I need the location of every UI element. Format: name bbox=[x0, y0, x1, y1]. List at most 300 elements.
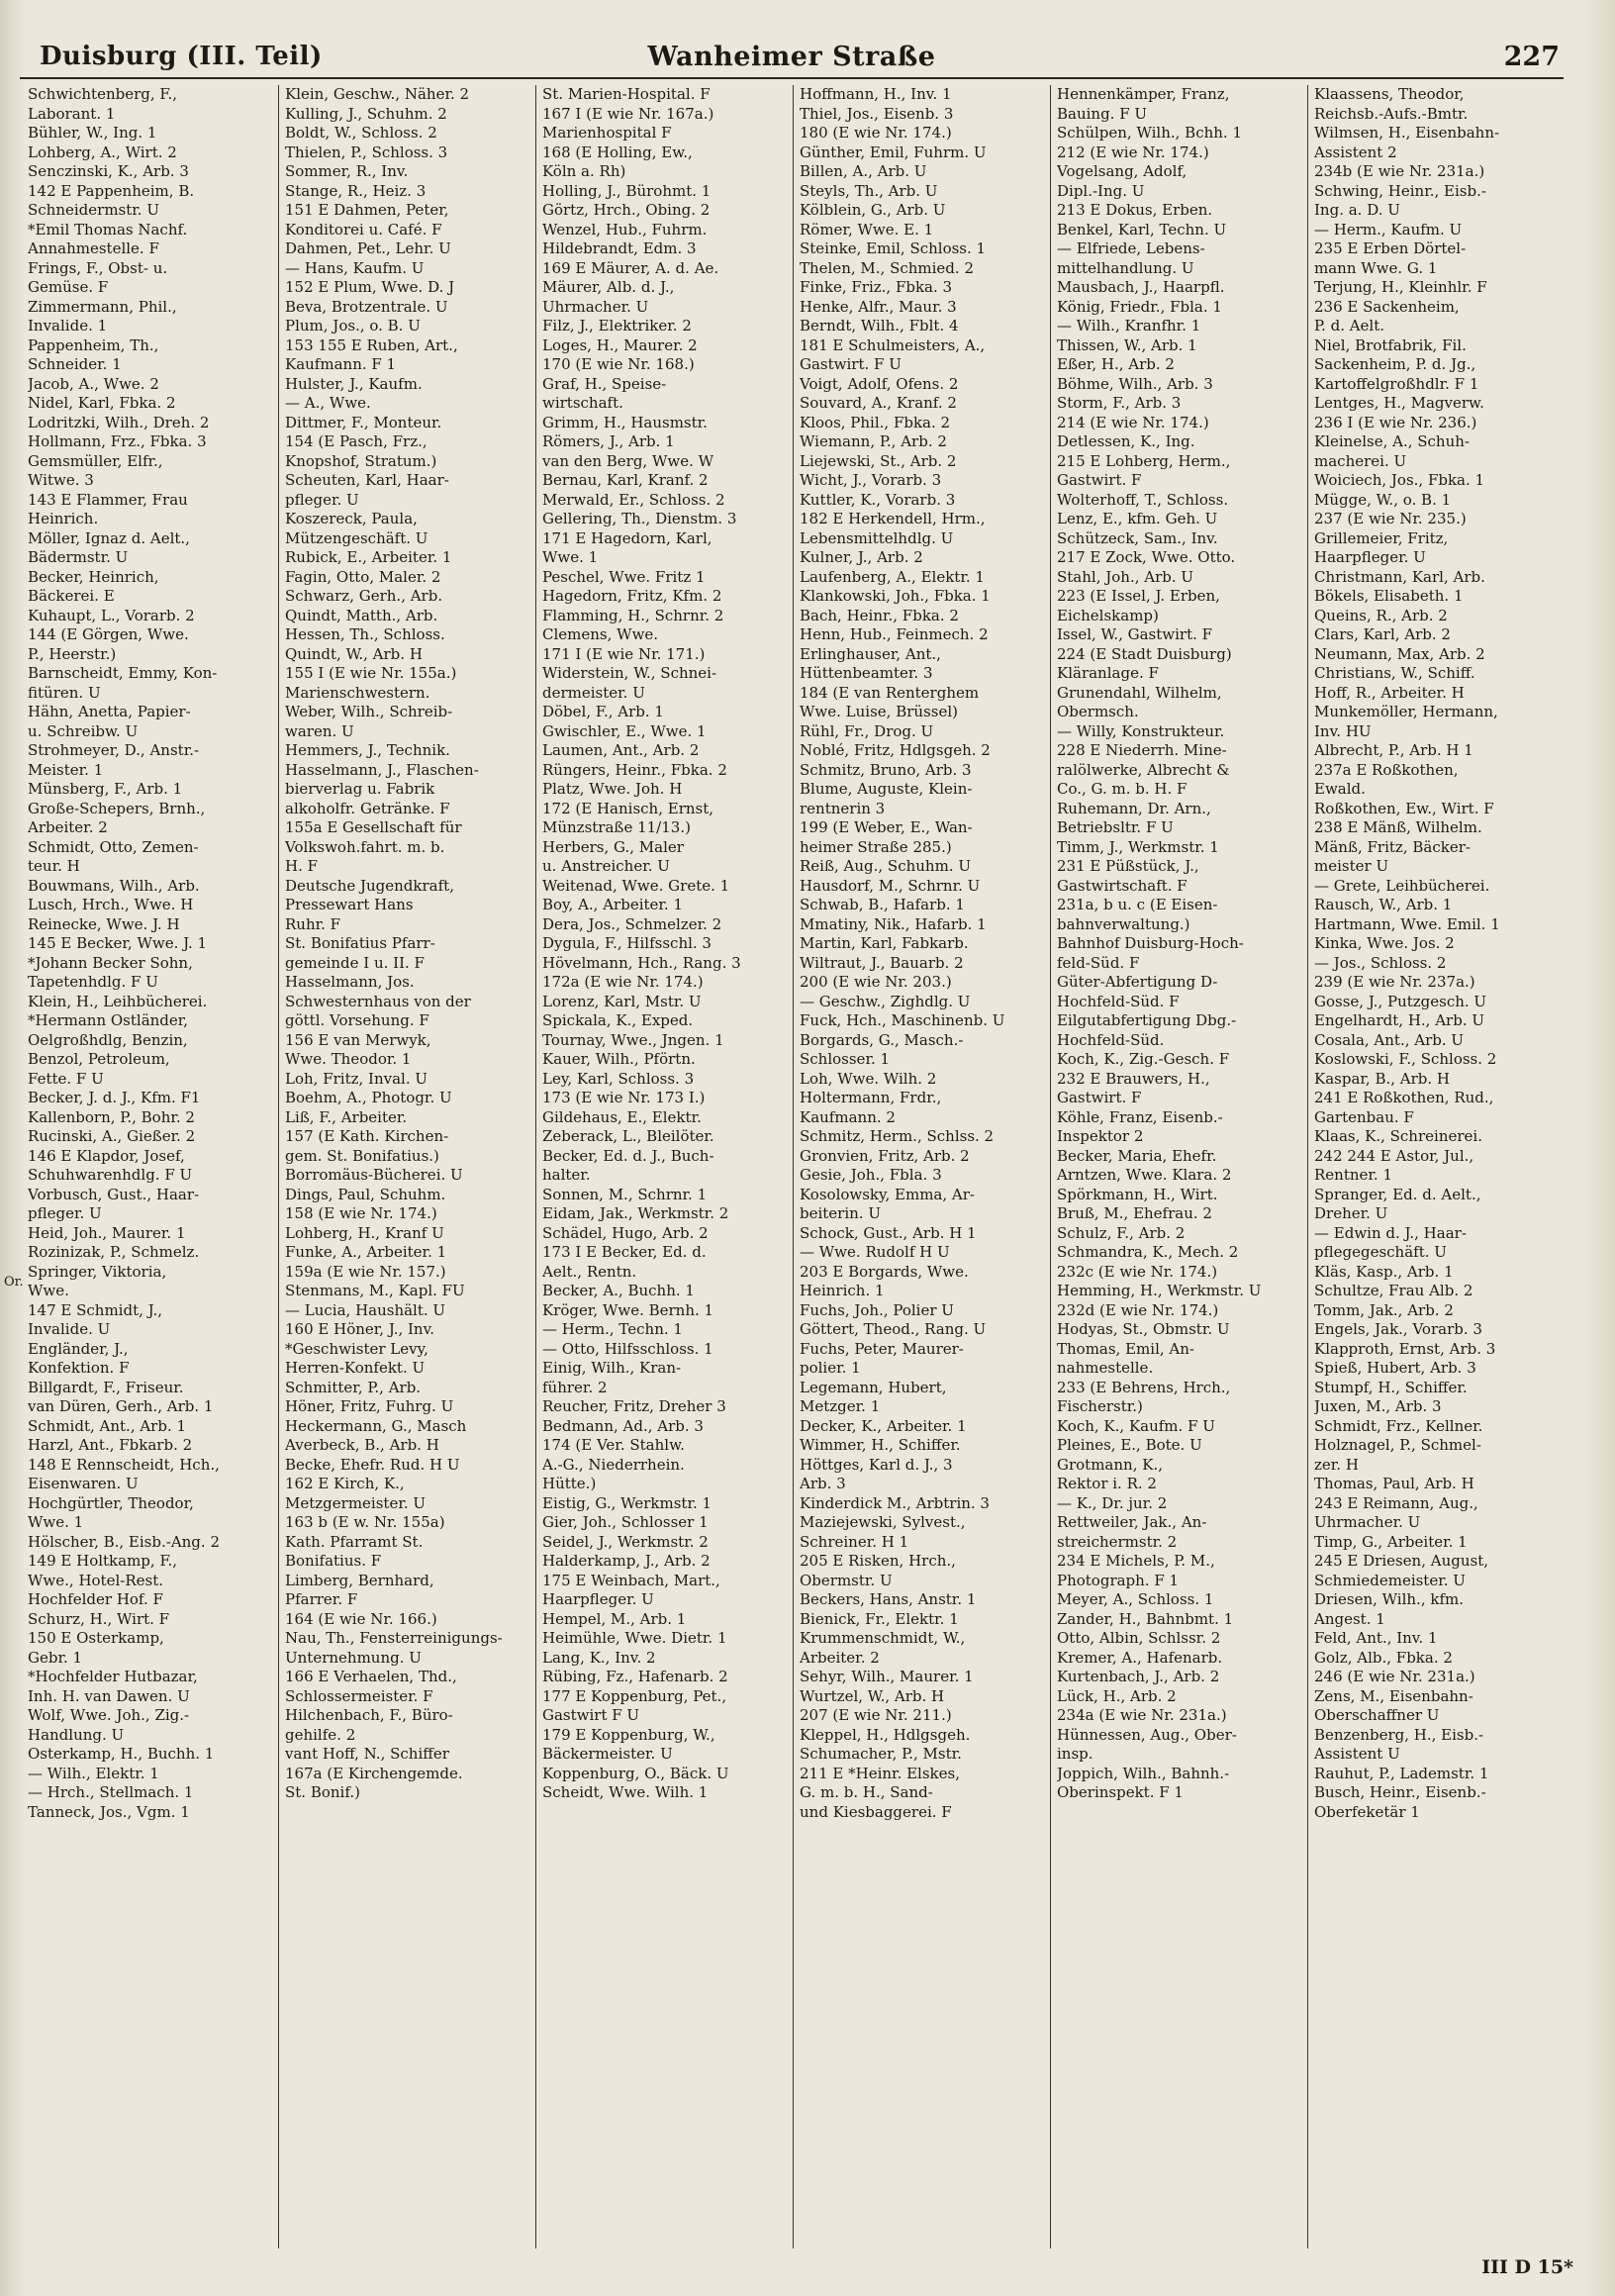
directory-entry: Becker, Maria, Ehefr. bbox=[1057, 1146, 1217, 1165]
directory-entry: Kloos, Phil., Fbka. 2 bbox=[800, 413, 951, 431]
directory-entry: Sackenheim, P. d. Jg., bbox=[1314, 355, 1476, 373]
directory-entry: Bökels, Elisabeth. 1 bbox=[1314, 587, 1464, 605]
directory-entry: Hochfeld-Süd. F bbox=[1057, 992, 1180, 1010]
directory-entry: Haarpfleger. U bbox=[542, 1590, 654, 1608]
directory-entry: Boldt, W., Schloss. 2 bbox=[285, 124, 437, 142]
directory-entry: van den Berg, Wwe. W bbox=[542, 451, 714, 470]
directory-entry: Reiß, Aug., Schuhm. U bbox=[800, 857, 971, 875]
directory-entry: Dittmer, F., Monteur. bbox=[285, 413, 442, 431]
directory-entry: Münsberg, F., Arb. 1 bbox=[28, 780, 183, 798]
directory-entry: Gastwirt. F bbox=[1057, 471, 1142, 489]
directory-entry: Koch, K., Zig.-Gesch. F bbox=[1057, 1050, 1230, 1068]
directory-entry: 163 b (E w. Nr. 155a) bbox=[285, 1513, 445, 1531]
directory-entry: Quindt, W., Arb. H bbox=[285, 644, 423, 663]
directory-entry: Benzenberg, H., Eisb.- bbox=[1314, 1725, 1484, 1744]
directory-entry: Widerstein, W., Schnei- bbox=[542, 664, 717, 682]
directory-entry: Gastwirt. F U bbox=[800, 355, 902, 373]
directory-entry: Bach, Heinr., Fbka. 2 bbox=[800, 606, 959, 624]
directory-entry: Platz, Wwe. Joh. H bbox=[542, 780, 683, 798]
directory-entry: Clemens, Wwe. bbox=[542, 625, 659, 643]
directory-entry: Eistig, G., Werkmstr. 1 bbox=[542, 1493, 712, 1512]
directory-entry: 169 E Mäurer, A. d. Ae. bbox=[542, 258, 719, 277]
directory-entry: mann Wwe. G. 1 bbox=[1314, 258, 1438, 277]
directory-entry: 245 E Driesen, August, bbox=[1314, 1552, 1489, 1570]
directory-entry: Wicht, J., Vorarb. 3 bbox=[800, 471, 942, 489]
directory-entry: Becker, Ed. d. J., Buch- bbox=[542, 1146, 714, 1165]
directory-entry: Becker, Heinrich, bbox=[28, 567, 159, 586]
directory-entry: Tomm, Jak., Arb. 2 bbox=[1314, 1300, 1454, 1319]
directory-entry: 205 E Risken, Hrch., bbox=[800, 1552, 956, 1570]
directory-entry: Kläranlage. F bbox=[1057, 664, 1159, 682]
directory-entry: Oberschaffner U bbox=[1314, 1706, 1440, 1724]
directory-entry: Schmandra, K., Mech. 2 bbox=[1057, 1243, 1239, 1261]
directory-entry: insp. bbox=[1057, 1745, 1093, 1763]
directory-entry: Driesen, Wilh., kfm. bbox=[1314, 1590, 1464, 1608]
directory-entry: 144 (E Görgen, Wwe. bbox=[28, 625, 189, 643]
directory-entry: Lück, H., Arb. 2 bbox=[1057, 1686, 1177, 1705]
directory-entry: 234a (E wie Nr. 231a.) bbox=[1057, 1706, 1227, 1724]
directory-entry: Dahmen, Pet., Lehr. U bbox=[285, 239, 451, 257]
directory-entry: Kaufmann. F 1 bbox=[285, 355, 397, 373]
directory-entry: Thelen, M., Schmied. 2 bbox=[800, 258, 974, 277]
directory-entry: Albrecht, P., Arb. H 1 bbox=[1314, 741, 1473, 759]
directory-entry: Loh, Fritz, Inval. U bbox=[285, 1069, 428, 1088]
directory-entry: Nau, Th., Fensterreinigungs- bbox=[285, 1629, 503, 1647]
directory-entry: Marienschwestern. bbox=[285, 683, 430, 702]
directory-entry: Marienhospital F bbox=[542, 124, 672, 142]
directory-entry: 159a (E wie Nr. 157.) bbox=[285, 1262, 446, 1281]
directory-entry: Strohmeyer, D., Anstr.- bbox=[28, 741, 200, 759]
directory-entry: Reucher, Fritz, Dreher 3 bbox=[542, 1397, 726, 1415]
directory-entry: Kosolowsky, Emma, Ar- bbox=[800, 1185, 975, 1203]
directory-entry: Konditorei u. Café. F bbox=[285, 220, 442, 239]
directory-entry: teur. H bbox=[28, 857, 80, 875]
directory-entry: Fuck, Hch., Maschinenb. U bbox=[800, 1011, 1005, 1029]
directory-entry: Gemsmüller, Elfr., bbox=[28, 451, 163, 470]
directory-entry: Meister. 1 bbox=[28, 760, 104, 779]
directory-entry: 172a (E wie Nr. 174.) bbox=[542, 973, 704, 991]
directory-entry: Römer, Wwe. E. 1 bbox=[800, 220, 934, 239]
directory-entry: Kremer, A., Hafenarb. bbox=[1057, 1648, 1223, 1667]
directory-entry: Grillemeier, Fritz, bbox=[1314, 528, 1449, 547]
directory-entry: Bäckermeister. U bbox=[542, 1745, 673, 1763]
directory-entry: Kath. Pfarramt St. bbox=[285, 1532, 424, 1551]
directory-entry: Beckers, Hans, Anstr. 1 bbox=[800, 1590, 977, 1608]
directory-entry: Liejewski, St., Arb. 2 bbox=[800, 451, 957, 470]
directory-entry: Eichelskamp) bbox=[1057, 606, 1159, 624]
directory-entry: Köhle, Franz, Eisenb.- bbox=[1057, 1107, 1223, 1126]
directory-entry: — Wwe. Rudolf H U bbox=[800, 1243, 950, 1261]
directory-entry: Steinke, Emil, Schloss. 1 bbox=[800, 239, 987, 257]
directory-entry: Plum, Jos., o. B. U bbox=[285, 317, 421, 335]
directory-entry: feld-Süd. F bbox=[1057, 953, 1140, 972]
directory-entry: 243 E Reimann, Aug., bbox=[1314, 1493, 1478, 1512]
directory-entry: Hulster, J., Kaufm. bbox=[285, 374, 423, 393]
directory-entry: Thomas, Emil, An- bbox=[1057, 1339, 1194, 1358]
directory-entry: 179 E Koppenburg, W., bbox=[542, 1725, 715, 1744]
directory-entry: Filz, J., Elektriker. 2 bbox=[542, 317, 692, 335]
directory-entry: 172 (E Hanisch, Ernst, bbox=[542, 799, 714, 817]
directory-entry: Ruhr. F bbox=[285, 914, 341, 933]
directory-entry: Klein, Geschw., Näher. 2 bbox=[285, 85, 470, 103]
directory-entry: Annahmestelle. F bbox=[28, 239, 159, 257]
directory-entry: fitüren. U bbox=[28, 683, 101, 702]
directory-entry: 147 E Schmidt, J., bbox=[28, 1300, 163, 1319]
directory-entry: Laufenberg, A., Elektr. 1 bbox=[800, 567, 985, 586]
directory-entry: Billgardt, F., Friseur. bbox=[28, 1378, 184, 1396]
directory-entry: Kinka, Wwe. Jos. 2 bbox=[1314, 934, 1455, 952]
directory-entry: 237 (E wie Nr. 235.) bbox=[1314, 510, 1467, 527]
directory-entry: Hessen, Th., Schloss. bbox=[285, 625, 445, 643]
directory-entry: Schuhwarenhdlg. F U bbox=[28, 1166, 193, 1184]
directory-entry: Hähn, Anetta, Papier- bbox=[28, 703, 191, 720]
directory-entry: Wwe. Theodor. 1 bbox=[285, 1050, 412, 1068]
directory-entry: Schultze, Frau Alb. 2 bbox=[1314, 1282, 1473, 1299]
directory-entry: Senczinski, K., Arb. 3 bbox=[28, 162, 189, 180]
directory-entry: Spieß, Hubert, Arb. 3 bbox=[1314, 1359, 1476, 1377]
directory-entry: Volkswoh.fahrt. m. b. bbox=[285, 837, 445, 856]
directory-entry: Graf, H., Speise- bbox=[542, 374, 667, 393]
directory-entry: Kinderdick M., Arbtrin. 3 bbox=[800, 1493, 990, 1512]
directory-entry: macherei. U bbox=[1314, 451, 1407, 470]
directory-entry: Kulner, J., Arb. 2 bbox=[800, 548, 923, 566]
directory-entry: *Hochfelder Hutbazar, bbox=[28, 1668, 198, 1685]
directory-entry: alkoholfr. Getränke. F bbox=[285, 799, 450, 817]
directory-entry: führer. 2 bbox=[542, 1378, 608, 1396]
directory-entry: 236 E Sackenheim, bbox=[1314, 297, 1460, 316]
directory-entry: 155a E Gesellschaft für bbox=[285, 818, 462, 836]
directory-entry: Joppich, Wilh., Bahnh.- bbox=[1057, 1764, 1230, 1782]
directory-entry: Höner, Fritz, Fuhrg. U bbox=[285, 1397, 454, 1415]
directory-entry: Finke, Friz., Fbka. 3 bbox=[800, 278, 953, 296]
directory-entry: Wwe. 1 bbox=[28, 1513, 84, 1531]
directory-entry: Hartmann, Wwe. Emil. 1 bbox=[1314, 914, 1500, 933]
directory-entry: Spranger, Ed. d. Aelt., bbox=[1314, 1185, 1481, 1203]
directory-entry: waren. U bbox=[285, 721, 354, 740]
directory-entry: vant Hoff, N., Schiffer bbox=[285, 1745, 449, 1763]
directory-entry: Eisenwaren. U bbox=[28, 1475, 139, 1492]
directory-entry: Schmitz, Herm., Schlss. 2 bbox=[800, 1127, 995, 1145]
directory-entry: 223 (E Issel, J. Erben, bbox=[1057, 587, 1220, 605]
page-number: 227 bbox=[1503, 42, 1560, 72]
directory-entry: Holznagel, P., Schmel- bbox=[1314, 1436, 1481, 1454]
directory-entry: Arntzen, Wwe. Klara. 2 bbox=[1057, 1166, 1232, 1184]
directory-entry: Nidel, Karl, Fbka. 2 bbox=[28, 394, 176, 412]
directory-entry: dermeister. U bbox=[542, 683, 645, 702]
directory-entry: St. Marien-Hospital. F bbox=[542, 85, 711, 103]
directory-entry: Stahl, Joh., Arb. U bbox=[1057, 567, 1194, 586]
directory-entry: Wiltraut, J., Bauarb. 2 bbox=[800, 953, 964, 972]
directory-entry: Schneider. 1 bbox=[28, 355, 122, 373]
directory-entry: Christians, W., Schiff. bbox=[1314, 664, 1475, 682]
directory-entry: Hennenkämper, Franz, bbox=[1057, 85, 1230, 103]
directory-entry: Weitenad, Wwe. Grete. 1 bbox=[542, 876, 730, 895]
directory-entry: pflegegeschäft. U bbox=[1314, 1243, 1447, 1261]
directory-entry: Martin, Karl, Fabkarb. bbox=[800, 934, 969, 952]
directory-entry: Schock, Gust., Arb. H 1 bbox=[800, 1223, 977, 1242]
directory-entry: Eilgutabfertigung Dbg.- bbox=[1057, 1011, 1237, 1029]
directory-entry: — Hans, Kaufm. U bbox=[285, 258, 425, 277]
directory-entry: Hausdorf, M., Schrnr. U bbox=[800, 876, 981, 895]
directory-entry: Pressewart Hans bbox=[285, 896, 414, 913]
directory-entry: Thissen, W., Arb. 1 bbox=[1057, 335, 1197, 354]
directory-entry: Loges, H., Maurer. 2 bbox=[542, 335, 698, 354]
directory-entry: nahmestelle. bbox=[1057, 1359, 1154, 1377]
directory-entry: Holtermann, Frdr., bbox=[800, 1089, 942, 1106]
directory-entry: 234 E Michels, P. M., bbox=[1057, 1552, 1215, 1570]
directory-entry: Schwesternhaus von der bbox=[285, 992, 471, 1010]
directory-entry: Queins, R., Arb. 2 bbox=[1314, 606, 1448, 624]
directory-entry: Springer, Viktoria, bbox=[28, 1262, 167, 1281]
directory-entry: 228 E Niederrh. Mine- bbox=[1057, 741, 1227, 759]
directory-entry: 171 E Hagedorn, Karl, bbox=[542, 528, 712, 547]
directory-entry: Ley, Karl, Schloss. 3 bbox=[542, 1069, 695, 1088]
directory-entry: Kleinelse, A., Schuh- bbox=[1314, 432, 1470, 450]
directory-entry: bierverlag u. Fabrik bbox=[285, 780, 435, 798]
directory-entry: polier. 1 bbox=[800, 1359, 861, 1377]
directory-entry: 231a, b u. c (E Eisen- bbox=[1057, 896, 1218, 913]
directory-entry: Laumen, Ant., Arb. 2 bbox=[542, 741, 700, 759]
directory-entry: Oberinspekt. F 1 bbox=[1057, 1783, 1184, 1801]
directory-entry: Liß, F., Arbeiter. bbox=[285, 1107, 408, 1126]
directory-entry: Schmiedemeister. U bbox=[1314, 1571, 1466, 1589]
directory-entry: Timp, G., Arbeiter. 1 bbox=[1314, 1532, 1468, 1551]
directory-entry: Kartoffelgroßhdlr. F 1 bbox=[1314, 374, 1479, 393]
directory-entry: Hölscher, B., Eisb.-Ang. 2 bbox=[28, 1532, 220, 1551]
directory-entry: Mügge, W., o. B. 1 bbox=[1314, 490, 1452, 509]
directory-entry: Hodyas, St., Obmstr. U bbox=[1057, 1320, 1230, 1338]
directory-entry: Koch, K., Kaufm. F U bbox=[1057, 1416, 1215, 1435]
directory-entry: Lohberg, A., Wirt. 2 bbox=[28, 143, 177, 161]
directory-entry: Kaufmann. 2 bbox=[800, 1107, 896, 1126]
directory-entry: Kuhaupt, L., Vorarb. 2 bbox=[28, 606, 195, 624]
directory-entry: 236 I (E wie Nr. 236.) bbox=[1314, 413, 1477, 431]
directory-entry: 162 E Kirch, K., bbox=[285, 1475, 405, 1492]
directory-entry: 149 E Holtkamp, F., bbox=[28, 1552, 178, 1570]
directory-entry: Grunendahl, Wilhelm, bbox=[1057, 683, 1222, 702]
directory-column bbox=[279, 85, 536, 2248]
directory-entry: 175 E Weinbach, Mart., bbox=[542, 1571, 720, 1589]
directory-entry: Schwichtenberg, F., bbox=[28, 85, 177, 103]
directory-entry: Klein, H., Leihbücherei. bbox=[28, 992, 208, 1010]
directory-entry: Koslowski, F., Schloss. 2 bbox=[1314, 1050, 1497, 1068]
directory-entry: Boehm, A., Photogr. U bbox=[285, 1089, 452, 1106]
directory-entry: 142 E Pappenheim, B. bbox=[28, 181, 195, 200]
directory-entry: Hempel, M., Arb. 1 bbox=[542, 1609, 687, 1628]
directory-entry: Aelt., Rentn. bbox=[542, 1262, 637, 1281]
directory-entry: 157 (E Kath. Kirchen- bbox=[285, 1127, 449, 1145]
directory-entry: Holling, J., Bürohmt. 1 bbox=[542, 181, 712, 200]
directory-entry: 246 (E wie Nr. 231a.) bbox=[1314, 1668, 1475, 1685]
directory-entry: Hochfelder Hof. F bbox=[28, 1590, 163, 1608]
directory-entry: u. Anstreicher. U bbox=[542, 857, 670, 875]
directory-entry: Roßkothen, Ew., Wirt. F bbox=[1314, 799, 1494, 817]
directory-entry: 199 (E Weber, E., Wan- bbox=[800, 818, 973, 836]
directory-entry: — Jos., Schloss. 2 bbox=[1314, 953, 1447, 972]
directory-entry: Heimühle, Wwe. Dietr. 1 bbox=[542, 1629, 727, 1647]
directory-entry: Klaassens, Theodor, bbox=[1314, 85, 1465, 103]
directory-entry: Benkel, Karl, Techn. U bbox=[1057, 220, 1227, 239]
directory-entry: Beva, Brotzentrale. U bbox=[285, 297, 448, 316]
directory-entry: Flamming, H., Schrnr. 2 bbox=[542, 606, 724, 624]
directory-column bbox=[536, 85, 794, 2248]
directory-entry: Uhrmacher. U bbox=[542, 297, 649, 316]
directory-entry: Woiciech, Jos., Fbka. 1 bbox=[1314, 471, 1485, 489]
directory-entry: Hochfeld-Süd. bbox=[1057, 1030, 1165, 1049]
directory-entry: Zander, H., Bahnbmt. 1 bbox=[1057, 1609, 1234, 1628]
directory-entry: Busch, Heinr., Eisenb.- bbox=[1314, 1783, 1486, 1801]
directory-entry: Ewald. bbox=[1314, 780, 1366, 798]
directory-entry: Kölblein, G., Arb. U bbox=[800, 201, 946, 219]
directory-entry: Schneidermstr. U bbox=[28, 201, 159, 219]
directory-entry: Gastwirt. F bbox=[1057, 1089, 1142, 1106]
directory-entry: Lang, K., Inv. 2 bbox=[542, 1648, 656, 1667]
directory-entry: Dreher. U bbox=[1314, 1204, 1388, 1222]
directory-entry: ralölwerke, Albrecht & bbox=[1057, 760, 1230, 779]
directory-entry: Witwe. 3 bbox=[28, 471, 94, 489]
directory-entry: Hütte.) bbox=[542, 1475, 597, 1492]
directory-entry: Hasselmann, J., Flaschen- bbox=[285, 760, 479, 779]
directory-entry: Zimmermann, Phil., bbox=[28, 297, 177, 316]
directory-entry: Lebensmittelhdlg. U bbox=[800, 528, 954, 547]
directory-entry: Zens, M., Eisenbahn- bbox=[1314, 1686, 1473, 1705]
directory-entry: Eidam, Jak., Werkmstr. 2 bbox=[542, 1204, 729, 1222]
directory-entry: und Kiesbaggerei. F bbox=[800, 1802, 952, 1821]
directory-entry: Dygula, F., Hilfsschl. 3 bbox=[542, 934, 712, 952]
directory-entry: 232d (E wie Nr. 174.) bbox=[1057, 1300, 1219, 1319]
directory-entry: Tanneck, Jos., Vgm. 1 bbox=[28, 1802, 190, 1821]
directory-entry: Knopshof, Stratum.) bbox=[285, 451, 437, 470]
directory-entry: Schlossermeister. F bbox=[285, 1686, 433, 1705]
directory-entry: 238 E Mänß, Wilhelm. bbox=[1314, 818, 1482, 836]
directory-entry: Schädel, Hugo, Arb. 2 bbox=[542, 1223, 709, 1242]
directory-entry: Arb. 3 bbox=[800, 1475, 846, 1492]
directory-entry: zer. H bbox=[1314, 1455, 1359, 1474]
directory-entry: Legemann, Hubert, bbox=[800, 1378, 947, 1396]
directory-entry: Deutsche Jugendkraft, bbox=[285, 876, 454, 895]
directory-column bbox=[1308, 85, 1566, 2248]
directory-entry: u. Schreibw. U bbox=[28, 721, 139, 740]
directory-entry: 234b (E wie Nr. 231a.) bbox=[1314, 162, 1485, 180]
directory-entry: 171 I (E wie Nr. 171.) bbox=[542, 644, 706, 663]
directory-entry: Bienick, Fr., Elektr. 1 bbox=[800, 1609, 959, 1628]
directory-entry: Eßer, H., Arb. 2 bbox=[1057, 355, 1175, 373]
directory-entry: Fagin, Otto, Maler. 2 bbox=[285, 567, 441, 586]
directory-entry: Wolf, Wwe. Joh., Zig.- bbox=[28, 1706, 190, 1724]
directory-entry: Rauhut, P., Lademstr. 1 bbox=[1314, 1764, 1489, 1782]
directory-entry: 182 E Herkendell, Hrm., bbox=[800, 510, 986, 527]
directory-entry: Inspektor 2 bbox=[1057, 1127, 1144, 1145]
directory-entry: streichermstr. 2 bbox=[1057, 1532, 1178, 1551]
directory-entry: Heinrich. 1 bbox=[800, 1282, 885, 1299]
directory-entry: 184 (E van Renterghem bbox=[800, 683, 980, 702]
directory-entry: Osterkamp, H., Buchh. 1 bbox=[28, 1745, 215, 1763]
directory-entry: Schwing, Heinr., Eisb.- bbox=[1314, 181, 1486, 200]
directory-entry: Borromäus-Bücherei. U bbox=[285, 1166, 463, 1184]
directory-entry: Bouwmans, Wilh., Arb. bbox=[28, 876, 200, 895]
directory-entry: van Düren, Gerh., Arb. 1 bbox=[28, 1397, 214, 1415]
directory-entry: König, Friedr., Fbla. 1 bbox=[1057, 297, 1222, 316]
directory-entry: — Grete, Leihbücherei. bbox=[1314, 876, 1490, 895]
directory-entry: Gildehaus, E., Elektr. bbox=[542, 1107, 702, 1126]
directory-entry: 158 (E wie Nr. 174.) bbox=[285, 1204, 437, 1222]
directory-entry: 153 155 E Ruben, Art., bbox=[285, 335, 458, 354]
directory-entry: Cosala, Ant., Arb. U bbox=[1314, 1030, 1465, 1049]
directory-entry: Reichsb.-Aufs.-Bmtr. bbox=[1314, 104, 1469, 123]
directory-entry: Fuchs, Joh., Polier U bbox=[800, 1300, 954, 1319]
directory-entry: Limberg, Bernhard, bbox=[285, 1571, 434, 1589]
directory-entry: Otto, Albin, Schlssr. 2 bbox=[1057, 1629, 1221, 1647]
directory-entry: Schumacher, P., Mstr. bbox=[800, 1745, 962, 1763]
directory-entry: Wiemann, P., Arb. 2 bbox=[800, 432, 947, 450]
directory-entry: Metzgermeister. U bbox=[285, 1493, 427, 1512]
directory-entry: Wimmer, H., Schiffer. bbox=[800, 1436, 961, 1454]
directory-entry: Becker, A., Buchh. 1 bbox=[542, 1282, 695, 1299]
directory-entry: Göttert, Theod., Rang. U bbox=[800, 1320, 987, 1338]
directory-entry: *Emil Thomas Nachf. bbox=[28, 220, 188, 239]
directory-entry: Spörkmann, H., Wirt. bbox=[1057, 1185, 1218, 1203]
directory-entry: Hochgürtler, Theodor, bbox=[28, 1493, 194, 1512]
directory-entry: 203 E Borgards, Wwe. bbox=[800, 1262, 969, 1281]
directory-entry: 164 (E wie Nr. 166.) bbox=[285, 1609, 437, 1628]
directory-entry: Schwab, B., Hafarb. 1 bbox=[800, 896, 965, 913]
directory-entry: beiterin. U bbox=[800, 1204, 881, 1222]
directory-entry: 155 I (E wie Nr. 155a.) bbox=[285, 664, 457, 682]
directory-entry: Bäckerei. E bbox=[28, 587, 115, 605]
directory-entry: 173 I E Becker, Ed. d. bbox=[542, 1243, 707, 1261]
page-footer: III D 15* bbox=[1481, 2256, 1573, 2278]
directory-entry: 181 E Schulmeisters, A., bbox=[800, 335, 986, 354]
directory-entry: Bedmann, Ad., Arb. 3 bbox=[542, 1416, 704, 1435]
directory-entry: Frings, F., Obst- u. bbox=[28, 258, 168, 277]
directory-entry: 214 (E wie Nr. 174.) bbox=[1057, 413, 1209, 431]
directory-entry: — Herm., Kaufm. U bbox=[1314, 220, 1463, 239]
directory-entry: Meyer, A., Schloss. 1 bbox=[1057, 1590, 1214, 1608]
directory-entry: Bühler, W., Ing. 1 bbox=[28, 124, 157, 142]
directory-entry: Rektor i. R. 2 bbox=[1057, 1475, 1157, 1492]
directory-entry: Maziejewski, Sylvest., bbox=[800, 1513, 966, 1531]
directory-entry: Rucinski, A., Gießer. 2 bbox=[28, 1127, 196, 1145]
directory-entry: 152 E Plum, Wwe. D. J bbox=[285, 278, 455, 296]
directory-entry: Barnscheidt, Emmy, Kon- bbox=[28, 664, 218, 682]
directory-entry: gemeinde I u. II. F bbox=[285, 953, 425, 972]
directory-entry: Klankowski, Joh., Fbka. 1 bbox=[800, 587, 991, 605]
directory-entry: Gesie, Joh., Fbla. 3 bbox=[800, 1166, 942, 1184]
directory-entry: Döbel, F., Arb. 1 bbox=[542, 703, 664, 720]
directory-entry: Ruhemann, Dr. Arn., bbox=[1057, 799, 1211, 817]
directory-entry: rentnerin 3 bbox=[800, 799, 886, 817]
directory-entry: Rüngers, Heinr., Fbka. 2 bbox=[542, 760, 727, 779]
directory-entry: Hilchenbach, F., Büro- bbox=[285, 1706, 453, 1724]
directory-entry: 232c (E wie Nr. 174.) bbox=[1057, 1262, 1218, 1281]
directory-entry: *Geschwister Levy, bbox=[285, 1339, 428, 1358]
directory-entry: — K., Dr. jur. 2 bbox=[1057, 1493, 1168, 1512]
directory-entry: Noblé, Fritz, Hdlgsgeh. 2 bbox=[800, 741, 991, 759]
directory-entry: Hüttenbeamter. 3 bbox=[800, 664, 933, 682]
directory-entry: Assistent 2 bbox=[1314, 143, 1397, 161]
directory-entry: Metzger. 1 bbox=[800, 1397, 881, 1415]
directory-entry: 215 E Lohberg, Herm., bbox=[1057, 451, 1231, 470]
directory-entry: Hasselmann, Jos. bbox=[285, 973, 415, 991]
directory-entry: Vorbusch, Gust., Haar- bbox=[28, 1185, 200, 1203]
directory-entry: Becke, Ehefr. Rud. H U bbox=[285, 1455, 460, 1474]
directory-entry: Scheuten, Karl, Haar- bbox=[285, 471, 449, 489]
directory-entry: Boy, A., Arbeiter. 1 bbox=[542, 896, 683, 913]
directory-entry: Averbeck, B., Arb. H bbox=[285, 1436, 439, 1454]
directory-entry: Kleppel, H., Hdlgsgeh. bbox=[800, 1725, 971, 1744]
directory-entry: Detlessen, K., Ing. bbox=[1057, 432, 1195, 450]
directory-entry: Oberfeketär 1 bbox=[1314, 1802, 1420, 1821]
